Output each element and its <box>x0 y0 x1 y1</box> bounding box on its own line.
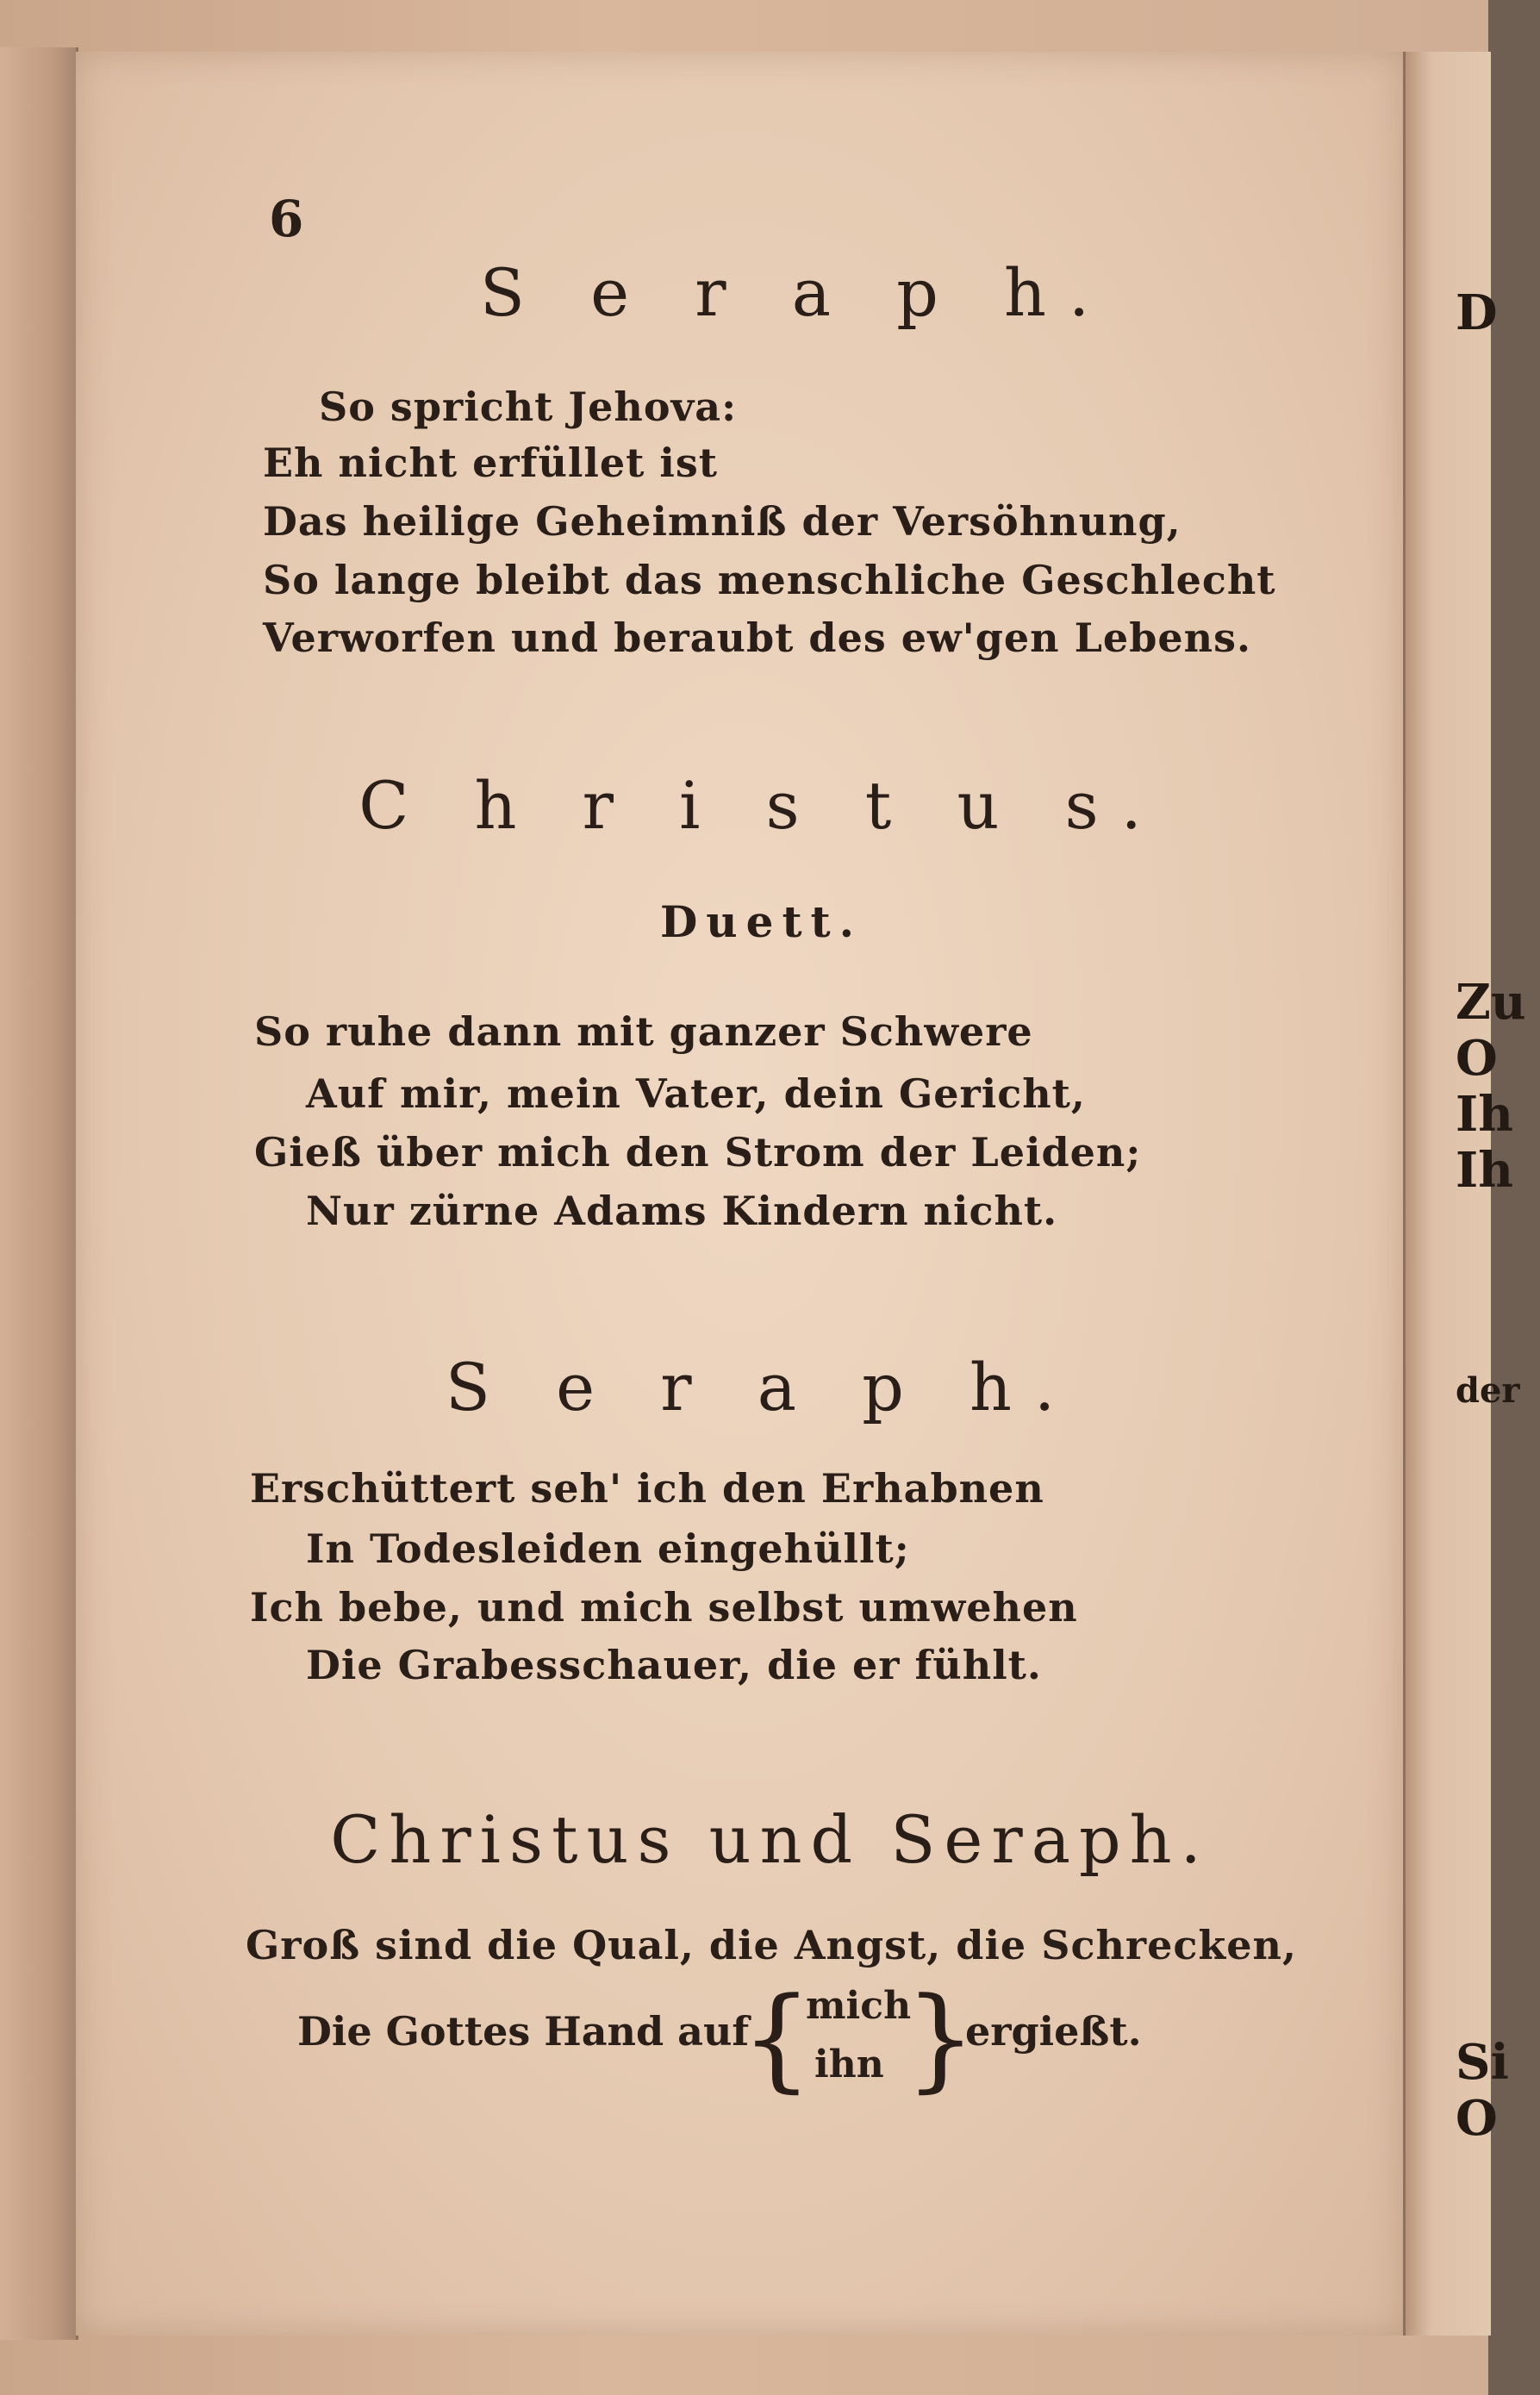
facing-page-fragment: D <box>1456 284 1498 341</box>
verse-line: So spricht Jehova: <box>319 384 738 430</box>
facing-page-fragment: der <box>1456 1370 1520 1411</box>
facing-page-fragment: Si <box>1456 2034 1509 2091</box>
verse-line: Groß sind die Qual, die Angst, die Schrecken, <box>246 1922 1297 1968</box>
verse-line: Die Grabesschauer, die er fühlt. <box>306 1642 1042 1688</box>
verse-line: Nur zürne Adams Kindern nicht. <box>306 1188 1058 1234</box>
section-heading-seraph: S e r a p h. <box>445 1349 1078 1425</box>
verse-line: Gieß über mich den Strom der Leiden; <box>254 1129 1142 1176</box>
brace-option: mich <box>806 1984 912 2028</box>
verse-line: In Todesleiden eingehüllt; <box>306 1525 910 1572</box>
left-brace: { <box>741 1973 813 2104</box>
brace-option: ihn <box>814 2043 884 2086</box>
brace-line-before: Die Gottes Hand auf <box>297 2008 750 2055</box>
verse-line: Eh nicht erfüllet ist <box>263 440 718 486</box>
verse-line: Verworfen und beraubt des ew'gen Lebens. <box>263 614 1251 661</box>
facing-page-fragment: Ih <box>1456 1086 1513 1143</box>
section-subheading-duett: Duett. <box>659 896 864 947</box>
section-heading-seraph: S e r a p h. <box>479 254 1113 331</box>
section-heading-christus-und-seraph: Christus und Seraph. <box>330 1801 1210 1878</box>
verse-line: So ruhe dann mit ganzer Schwere <box>254 1008 1033 1055</box>
verse-line: Ich bebe, und mich selbst umwehen <box>250 1584 1078 1631</box>
facing-page-fragment: O <box>1456 1030 1498 1087</box>
verse-line: Auf mir, mein Vater, dein Gericht, <box>306 1070 1086 1117</box>
facing-page-fragment: O <box>1456 2090 1498 2147</box>
facing-page-edge <box>1403 52 1526 2336</box>
verse-line: So lange bleibt das menschliche Geschlecht <box>263 557 1276 603</box>
section-heading-christus: C h r i s t u s. <box>359 767 1164 844</box>
verse-line: Erschüttert seh' ich den Erhabnen <box>250 1465 1044 1512</box>
page-number: 6 <box>269 190 304 248</box>
facing-page-fragment: Ih <box>1456 1142 1513 1199</box>
brace-line-after: ergießt. <box>965 2008 1142 2055</box>
verse-line: Das heilige Geheimniß der Versöhnung, <box>263 498 1181 545</box>
left-page-edge <box>0 47 78 2340</box>
right-brace: } <box>905 1973 976 2104</box>
facing-page-fragment: Zu <box>1456 974 1526 1031</box>
